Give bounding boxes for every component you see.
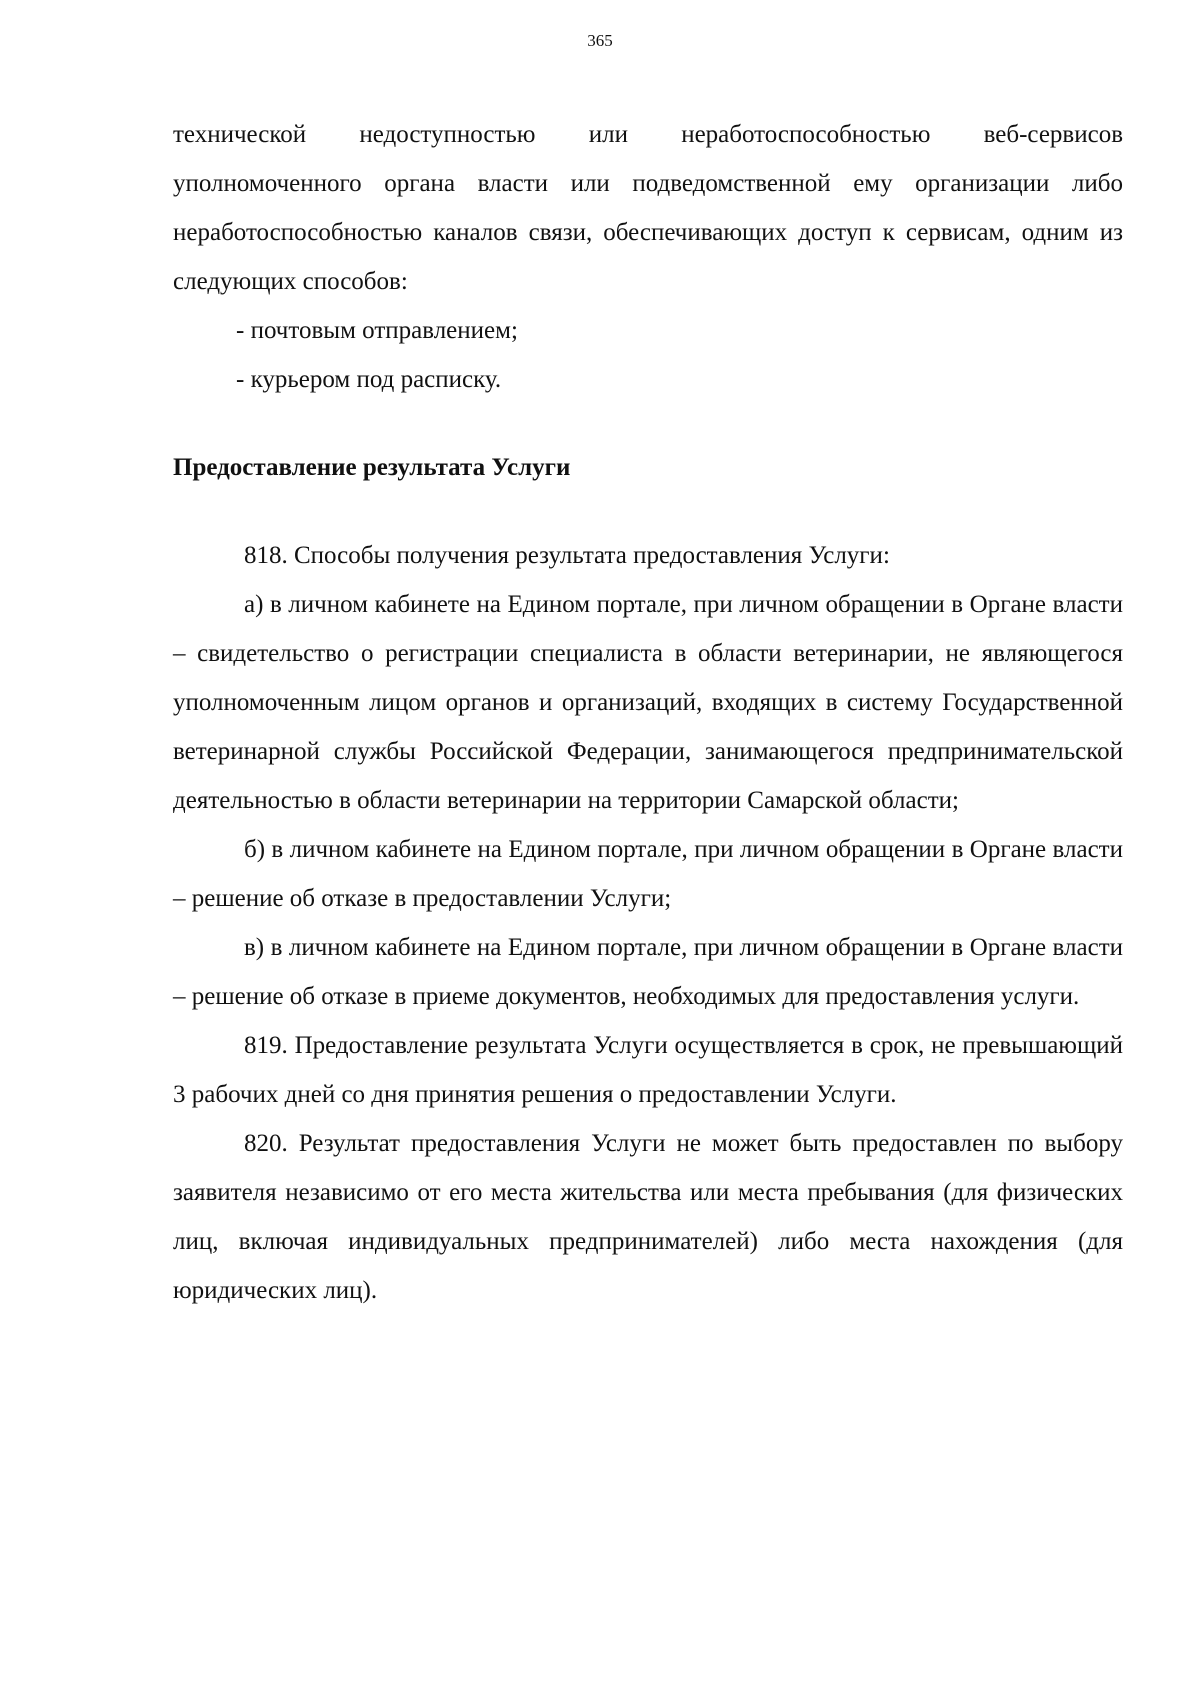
paragraph-818: 818. Способы получения результата предоставления Услуги:	[244, 542, 890, 569]
paragraph-820: 820. Результат предоставления Услуги не может быть предоставлен по выбору заявителя независимо от его места жительства или места пребывания (для физических лиц, включая индивидуальных предпринимателей) либо места нахождения (для юридических лиц).	[173, 1130, 1123, 1304]
paragraph-819: 819. Предоставление результата Услуги осуществляется в срок, не превышающий 3 рабочих дней со дня принятия решения о предоставлении Услуги.	[173, 1032, 1123, 1108]
page-number: 365	[587, 31, 613, 50]
paragraph-818-b: б) в личном кабинете на Едином портале, при личном обращении в Органе власти – решение об отказе в предоставлении Услуги;	[173, 836, 1123, 912]
document-body	[173, 110, 1123, 1315]
list-item-mail: - почтовым отправлением;	[236, 317, 518, 344]
continuation-paragraph: технической недоступностью или неработоспособностью веб-сервисов уполномоченного органа власти или подведомственной ему организации либо неработоспособностью каналов связи, обеспечивающих доступ к сервисам, одним из следующих способов:	[173, 121, 1123, 295]
paragraph-818-v: в) в личном кабинете на Едином портале, при личном обращении в Органе власти – решение об отказе в приеме документов, необходимых для предоставления услуги.	[173, 934, 1123, 1010]
section-heading: Предоставление результата Услуги	[173, 454, 571, 481]
list-item-courier: - курьером под расписку.	[236, 366, 502, 393]
paragraph-818-a: а) в личном кабинете на Едином портале, при личном обращении в Органе власти – свидетельство о регистрации специалиста в области ветеринарии, не являющегося уполномоченным лицом органов и организаций, входящих в систему Государственной ветеринарной службы Российской Федерации, занимающегося предпринимательской деятельностью в области ветеринарии на территории Самарской области;	[173, 591, 1123, 814]
